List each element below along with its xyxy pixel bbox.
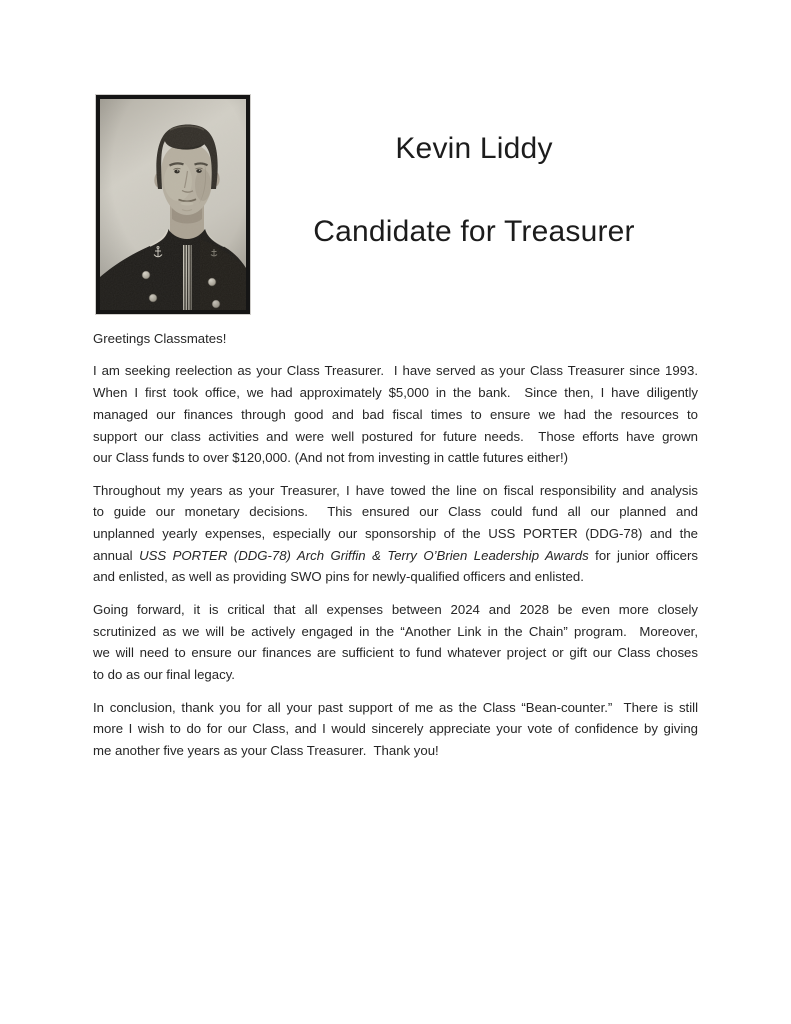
text-line: When I first took office, we had approximately $5,000 in the bank. Since then, I have diligently	[93, 385, 698, 401]
document-content	[93, 95, 698, 762]
paragraph	[93, 360, 698, 468]
text-line: annual USS PORTER (DDG-78) Arch Griffin & Terry O’Brien Leadership Awards for junior officers	[93, 547, 699, 563]
text-line: Going forward, it is critical that all expenses between 2024 and 2028 be even more closely	[93, 601, 698, 617]
text-line: Greetings Classmates!	[93, 331, 227, 346]
candidate-role: Candidate for Treasurer	[313, 215, 635, 248]
text-line: scrutinized as we will be actively engaged in the “Another Link in the Chain” program. Moreover,	[93, 623, 698, 639]
text-line: to guide our monetary decisions. This ensured our Class could fund all our planned and	[93, 504, 698, 520]
document-header	[93, 95, 698, 314]
candidate-photo	[96, 95, 250, 314]
portrait-illustration	[100, 99, 246, 310]
text-line: me another five years as your Class Treasurer. Thank you!	[93, 742, 439, 758]
paragraph	[93, 599, 698, 686]
paragraph	[93, 328, 698, 350]
text-line: our Class funds to over $120,000. (And not from investing in cattle futures either!)	[93, 450, 569, 466]
text-line: unplanned yearly expenses, especially our sponsorship of the USS PORTER (DDG-78) and the	[93, 526, 698, 542]
text-line: more I wish to do for our Class, and I would sincerely appreciate your vote of confidence by giving	[93, 721, 698, 737]
text-line: support our class activities and were well postured for future needs. Those efforts have grown	[93, 428, 698, 444]
text-line: to do as our final legacy.	[93, 667, 235, 683]
paragraph	[93, 697, 698, 762]
text-line: In conclusion, thank you for all your past support of me as the Class “Bean-counter.” There is still	[93, 699, 698, 715]
title-spacer	[250, 170, 698, 212]
letter-body	[93, 328, 698, 762]
paragraph	[93, 480, 698, 588]
candidate-name: Kevin Liddy	[395, 132, 553, 165]
title-block	[250, 95, 698, 253]
text-line: we will need to ensure our finances are sufficient to fund whatever project or gift our Class choses	[93, 645, 698, 661]
text-line: Throughout my years as your Treasurer, I have towed the line on fiscal responsibility and analysis	[93, 482, 698, 498]
text-line: and enlisted, as well as providing SWO pins for newly-qualified officers and enlisted.	[93, 569, 584, 585]
text-line: I am seeking reelection as your Class Treasurer. I have served as your Class Treasurer since 1993.	[93, 363, 698, 379]
text-line: managed our finances through good and bad fiscal times to ensure we had the resources to	[93, 406, 698, 422]
